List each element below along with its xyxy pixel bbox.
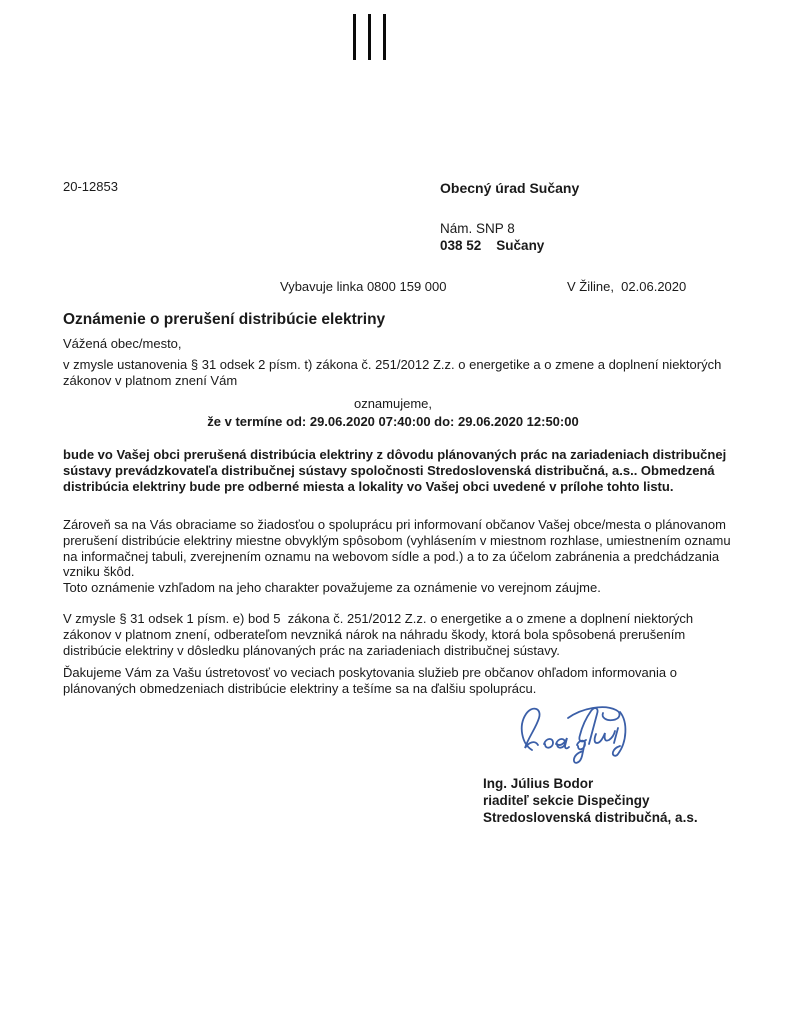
reference-number: 20-12853: [63, 179, 118, 194]
intro-paragraph: v zmysle ustanovenia § 31 odsek 2 písm. t) zákona č. 251/2012 Z.z. o energetike a o zmene a doplnení niektorých zákonov v platnom znení Vám: [63, 357, 725, 388]
place-and-date: V Žiline, 02.06.2020: [567, 279, 687, 294]
recipient-city-line: [440, 237, 579, 254]
recipient-street: Nám. SNP 8: [440, 221, 515, 236]
registration-mark-icon: [353, 14, 356, 60]
registration-mark-icon: [383, 14, 386, 60]
signatory-block: [483, 775, 698, 826]
registration-mark-icon: [368, 14, 371, 60]
recipient-postal-code: 038 52: [440, 238, 482, 253]
letter-title: Oznámenie o prerušení distribúcie elektriny: [63, 311, 386, 328]
handling-line: Vybavuje linka 0800 159 000: [280, 279, 447, 294]
recipient-city: Sučany: [496, 238, 545, 253]
signature-ink-icon: [508, 700, 636, 772]
public-interest-paragraph: Toto oznámenie vzhľadom na jeho charakter považujeme za oznámenie vo verejnom záujme.: [63, 580, 601, 595]
interruption-term-line: že v termíne od: 29.06.2020 07:40:00 do: 29.06.2020 12:50:00: [207, 414, 579, 429]
announcement-word: oznamujeme,: [353, 396, 433, 411]
signatory-role: riaditeľ sekcie Dispečingy: [483, 793, 650, 808]
interruption-paragraph: bude vo Vašej obci prerušená distribúcia elektriny z dôvodu plánovaných prác na zariadeniach distribučnej sústavy prevádzkovateľa distribučnej sústavy spoločnosti Stredoslovenská distribučná, a.s.. Obmedzená distribúcia elektriny bude pre odberné miesta a lokality vo Vašej obci uvedené v prílohe tohto listu.: [63, 447, 730, 494]
signatory-company: Stredoslovenská distribučná, a.s.: [483, 810, 698, 825]
cooperation-paragraph: Zároveň sa na Vás obraciame so žiadosťou o spoluprácu pri informovaní občanov Vašej obce/mesta o plánovanom prerušení distribúcie elektriny miestne obvyklým spôsobom (vyhlásením v miestnom rozhlase, umiestnením oznamu na informačnej tabuli, zverejnením oznamu na webovom sídle a pod.) a to za účelom zabránenia a predchádzania vzniku škôd.: [63, 517, 735, 580]
no-compensation-paragraph: V zmysle § 31 odsek 1 písm. e) bod 5 zákona č. 251/2012 Z.z. o energetike a o zmene a doplnení niektorých zákonov v platnom znení, odberateľom nevzniká nárok na náhradu škody, ktorá bola spôsobená prerušením distribúcie elektriny v dôsledku plánovaných prác na zariadeniach distribučnej sústavy.: [63, 611, 697, 658]
recipient-name: Obecný úrad Sučany: [440, 180, 580, 196]
thanks-paragraph: Ďakujeme Vám za Vašu ústretovosť vo veciach poskytovania služieb pre občanov ohľadom informovania o plánovaných obmedzeniach distribúcie elektriny a tešíme sa na ďalšiu spoluprácu.: [63, 665, 681, 696]
recipient-address-block: [440, 180, 579, 254]
signatory-name: Ing. Július Bodor: [483, 776, 594, 791]
salutation: Vážená obec/mesto,: [63, 336, 182, 351]
